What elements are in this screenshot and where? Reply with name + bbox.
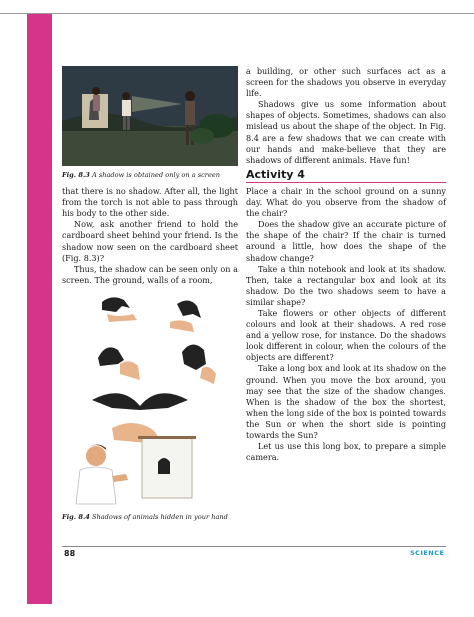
- hand-shadows-illustration: [62, 290, 238, 508]
- left-column: [62, 66, 238, 528]
- paragraph: Does the shadow give an accurate picture of the shape of the chair? If the chair is turned around a little, how does the shape of the shadow change?: [246, 219, 446, 263]
- paragraph: that there is no shadow. After all, the light from the torch is not able to pass through his body to the other side.: [62, 186, 238, 219]
- paragraph: Shadows give us some information about shapes of objects. Sometimes, shadows can also mislead us about the shape of the object. In Fig. 8.4 are a few shadows that we can create with our hands and make-believe that they are shadows of different animals. Have fun!: [246, 99, 446, 165]
- right-column: [246, 66, 446, 463]
- paragraph: Take a thin notebook and look at its shadow. Then, take a rectangular box and look at its shadow. Do the two shadows seem to have a similar shape?: [246, 263, 446, 307]
- paragraph: Now, ask another friend to hold the cardboard sheet behind your friend. Is the shadow now seen on the cardboard sheet (Fig. 8.3)?: [62, 219, 238, 263]
- top-rule: [0, 13, 474, 14]
- chapter-sidebar: [27, 14, 52, 604]
- figure-8-3: [62, 66, 238, 180]
- paragraph: Place a chair in the school ground on a sunny day. What do you observe from the shadow of the chair?: [246, 185, 446, 219]
- footer-rule: [62, 546, 446, 547]
- night-shadow-illustration: [62, 66, 238, 166]
- paragraph: Let us use this long box, to prepare a simple camera.: [246, 441, 446, 463]
- paragraph: Thus, the shadow can be seen only on a screen. The ground, walls of a room,: [62, 263, 238, 285]
- figure-8-3-caption: Fig. 8.3 A shadow is obtained only on a screen: [62, 171, 221, 180]
- subject-label: SCIENCE: [410, 549, 445, 557]
- figure-8-4: [62, 290, 238, 522]
- paragraph: Take a long box and look at its shadow on the ground. When you move the box around, you may see that the size of the shadow changes. When is the shadow of the box the shortest, when the long side of the box is pointed towards the Sun or when the short side is pointing towards the Sun?: [246, 363, 446, 440]
- page-number: 88: [64, 549, 76, 558]
- figure-8-4-caption: Fig. 8.4 Shadows of animals hidden in your hand: [62, 513, 228, 522]
- paragraph: Take flowers or other objects of different colours and look at their shadows. A red rose and a yellow rose, for instance. Do the shadows look different in colour, when the colours of the objects are different?: [246, 307, 446, 363]
- activity-heading: Activity 4: [246, 169, 446, 183]
- paragraph: a building, or other such surfaces act as a screen for the shadows you observe in everyday life.: [246, 66, 446, 99]
